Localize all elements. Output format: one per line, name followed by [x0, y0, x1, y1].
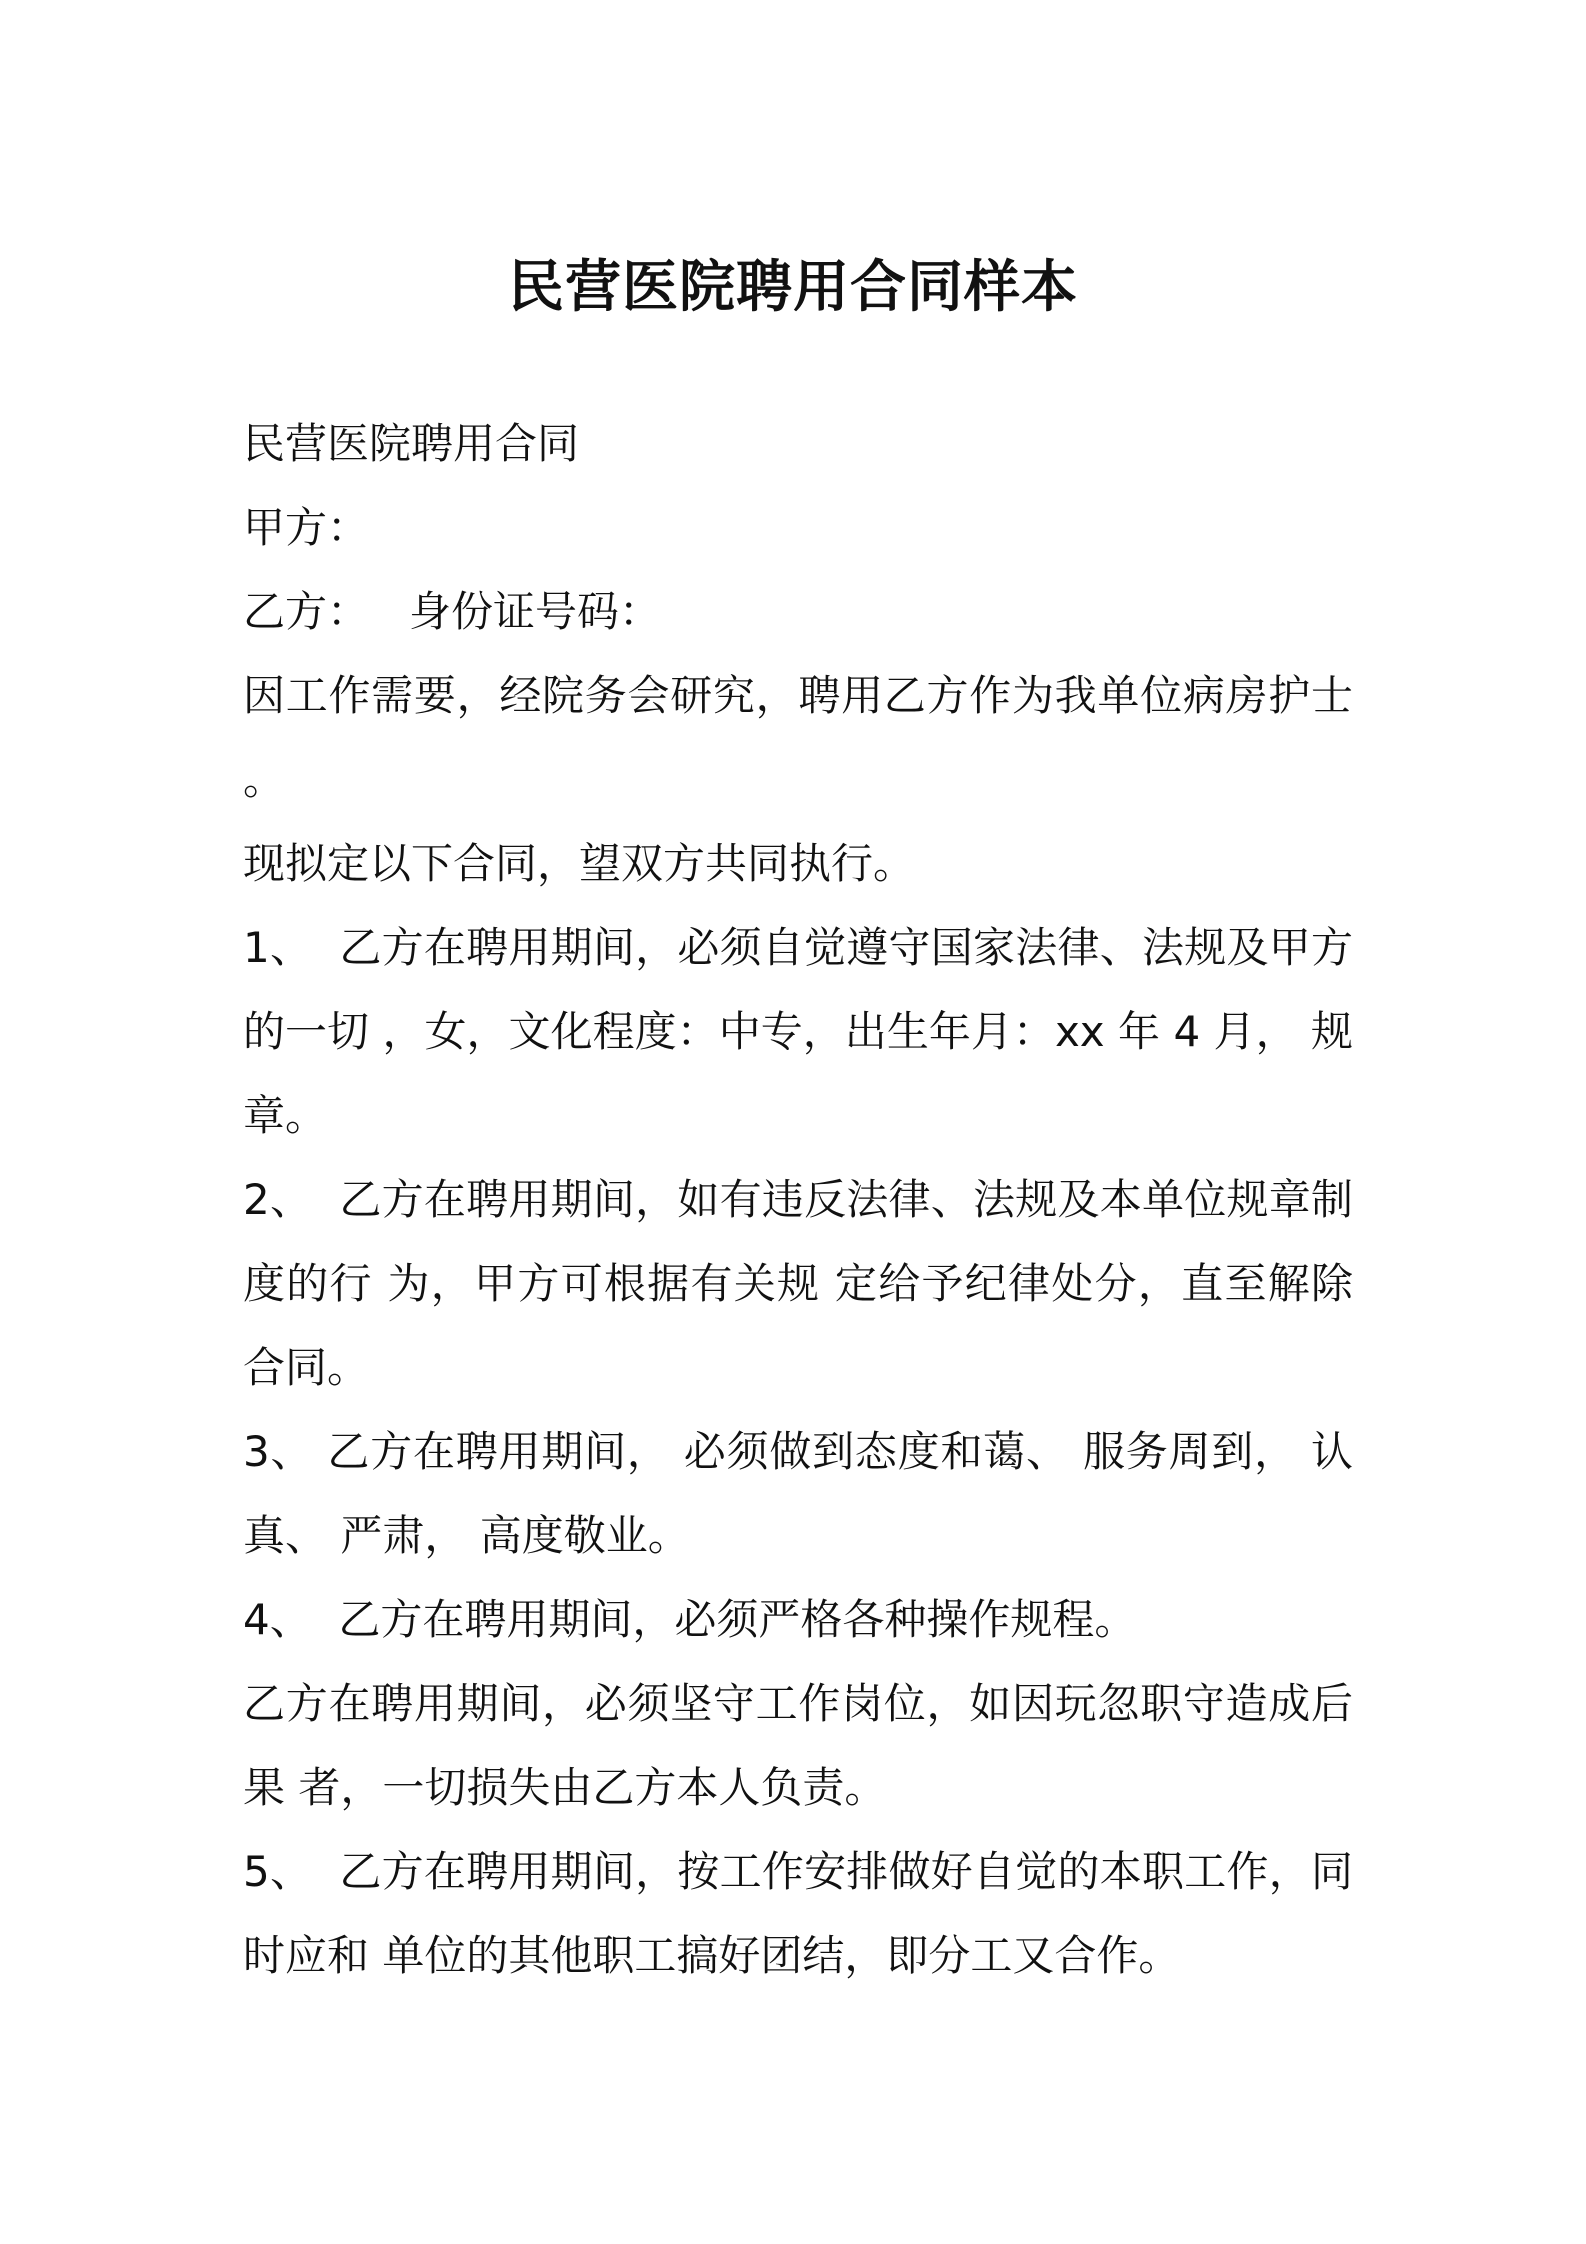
clause-1-line: 1、 乙方在聘用期间，必须自觉遵守国家法律、法规及甲方: [243, 923, 1353, 972]
clause-5-line: 时应和 单位的其他职工搞好团结，即分工又合作。: [243, 1931, 1181, 1980]
body-line: 因工作需要，经院务会研究，聘用乙方作为我单位病房护士: [243, 671, 1353, 720]
clause-2-line: 合同。: [243, 1343, 370, 1392]
clause-4-line: 4、 乙方在聘用期间，必须严格各种操作规程。: [243, 1595, 1137, 1644]
document-body: [243, 402, 1353, 1998]
clause-4-line: 乙方在聘用期间，必须坚守工作岗位，如因玩忽职守造成后: [243, 1679, 1353, 1728]
contract-heading: 民营医院聘用合同: [243, 419, 580, 468]
clause-5-line: 5、 乙方在聘用期间，按工作安排做好自觉的本职工作，同: [243, 1847, 1353, 1896]
clause-1-line: 章。: [243, 1091, 328, 1140]
body-line: 。: [243, 755, 286, 804]
clause-4-line: 果 者，一切损失由乙方本人负责。: [243, 1763, 887, 1812]
clause-2-line: 2、 乙方在聘用期间，如有违反法律、法规及本单位规章制: [243, 1175, 1353, 1224]
clause-2-line: 度的行 为，甲方可根据有关规 定给予纪律处分，直至解除: [243, 1259, 1353, 1308]
clause-3-line: 真、 严肃， 高度敬业。: [243, 1511, 690, 1560]
body-line: 现拟定以下合同，望双方共同执行。: [243, 839, 916, 888]
clause-3-line: 3、 乙方在聘用期间， 必须做到态度和蔼、 服务周到， 认: [243, 1427, 1353, 1476]
party-a-line: 甲方：: [243, 503, 370, 552]
party-b-line: 乙方： 身份证号码：: [243, 587, 662, 636]
clause-1-line: 的一切 ，女，文化程度：中专，出生年月：xx 年 4 月， 规: [243, 1007, 1353, 1056]
document-title: 民营医院聘用合同样本: [508, 255, 1078, 320]
